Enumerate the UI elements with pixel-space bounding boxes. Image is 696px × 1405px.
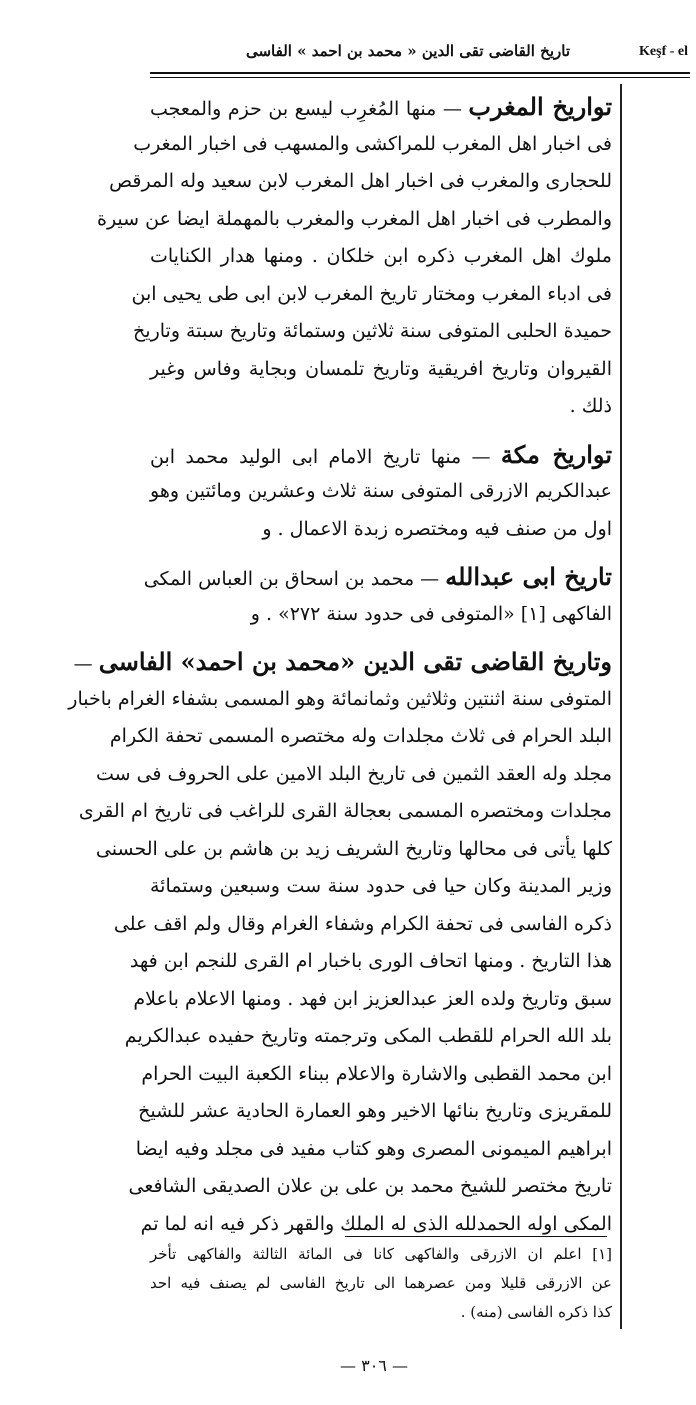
footnotes [150, 1240, 612, 1327]
running-latin-title: Keşf - el [639, 44, 688, 59]
header-rule [150, 72, 690, 74]
text-line: للحجارى والمغرب فى اخبار اهل المغرب لابن سعيد وله المرقص [109, 170, 612, 192]
text-line [150, 88, 612, 126]
text-line: والمطرب فى اخبار اهل المغرب والمغرب بالمهملة ايضا عن سيرة [96, 207, 612, 230]
line-text: — منها تاريخ الامام ابى الوليد محمد ابن [150, 445, 491, 468]
text-line: ذكره الفاسى فى تحفة الكرام وشفاء الغرام وقال ولم اقف على [113, 912, 612, 935]
text-line: وزير المدينة وكان حيا فى حدود سنة ست وسبعين وستمائة [150, 875, 612, 897]
text-line: للمقريزى وتاريخ بنائها الاخير وهو العمارة الحادية عشر للشيخ [138, 1100, 612, 1122]
text-line: فى ادباء المغرب ومختار تاريخ المغرب لابن ابى طى يحيى ابن [131, 282, 612, 305]
text-line: حميدة الحلبى المتوفى سنة ثلاثين وستمائة وتاريخ سبتة وتاريخ [133, 320, 612, 342]
text-line: مجلد وله العقد الثمين فى تاريخ البلد الامين على الحروف فى ست [95, 762, 612, 785]
text-line: بلد الله الحرام للقطب المكى وترجمته وتاريخ حفيده عبدالكريم [124, 1025, 612, 1047]
text-line [143, 558, 612, 596]
text-line: اول من صنف فيه ومختصره زبدة الاعمال . و [262, 517, 612, 540]
text-line: القيروان وتاريخ افريقية وتاريخ تلمسان وبجاية وفاس وغير [150, 357, 612, 380]
text-line: المكى اوله الحمدلله الذى له الملك والقهر ذكر فيه انه لما تم [140, 1212, 612, 1235]
line-text: — منها المُغرِب ليسع بن حزم والمعجب [150, 98, 462, 120]
text-line [73, 643, 612, 681]
footnote-rule [345, 1236, 607, 1237]
footnote-line: عن الازرقى قليلا ومن عصرهما الى تاريخ الفاسى لم يصنف فيه احد [150, 1274, 612, 1292]
page-number: — ٣٠٦ — [340, 1356, 408, 1375]
section-heading: وتاريخ القاضى تقى الدين «محمد بن احمد» الفاسى [98, 647, 612, 676]
text-line: هذا التاريخ . ومنها اتحاف الورى باخبار ام القرى للنجم ابن فهد [129, 950, 612, 972]
line-text: — محمد بن اسحاق بن العباس المكى [143, 568, 440, 590]
footnote-line: [١] اعلم ان الازرقى والفاكهى كانا فى المائة الثالثة والفاكهى تأخر [150, 1245, 612, 1263]
running-title: تاريخ القاضى تقى الدين « محمد بن احمد » الفاسى [245, 42, 570, 60]
text-line: مجلدات ومختصره المسمى بعجالة القرى للراغب فى تاريخ ام القرى [78, 800, 612, 822]
text-line: ابن محمد القطبى والاشارة والاعلام ببناء الكعبة البيت الحرام [141, 1062, 612, 1085]
text-line: سبق وتاريخ ولده العز عبدالعزيز ابن فهد . ومنها الاعلام باعلام [133, 987, 612, 1010]
text-line: المتوفى سنة اثنتين وثلاثين وثمانمائة وهو المسمى بشفاء الغرام باخبار [68, 687, 612, 710]
text-line: كلها يأتى فى محالها وتاريخ الشريف زيد بن هاشم بن على الحسنى [95, 837, 612, 860]
margin-rule [620, 84, 622, 1329]
main-text [68, 88, 612, 1243]
footnote-line: كذا ذكره الفاسى (منه) . [460, 1303, 612, 1321]
text-line: تاريخ مختصر للشيخ محمد بن على بن علان الصديقى الشافعى [128, 1175, 612, 1197]
running-header [150, 40, 688, 70]
text-line: ذلك . [569, 395, 612, 417]
text-line: عبدالكريم الازرقى المتوفى سنة ثلاث وعشرين ومائتين وهو [150, 480, 612, 502]
text-line: ابراهيم الميمونى المصرى وهو كتاب مفيد فى مجلد وفيه ايضا [135, 1137, 612, 1160]
text-line [150, 436, 612, 474]
text-line: ملوك اهل المغرب ذكره ابن خلكان . ومنها هدار الكنايات [150, 245, 612, 267]
text-line: فى اخبار اهل المغرب للمراكشى والمسهب فى اخبار المغرب [133, 132, 612, 155]
section-heading: تواريخ المغرب [468, 92, 612, 121]
text-line: البلد الحرام فى ثلاث مجلدات وله مختصره المسمى تحفة الكرام [109, 725, 612, 747]
text-line: الفاكهى [١] «المتوفى فى حدود سنة ٢٧٢» . و [250, 602, 612, 625]
line-text: — [73, 653, 93, 675]
section-heading: تاريخ ابى عبدالله [445, 562, 612, 591]
header-rule-thin [150, 77, 690, 78]
section-heading: تواريخ مكة [500, 439, 612, 469]
